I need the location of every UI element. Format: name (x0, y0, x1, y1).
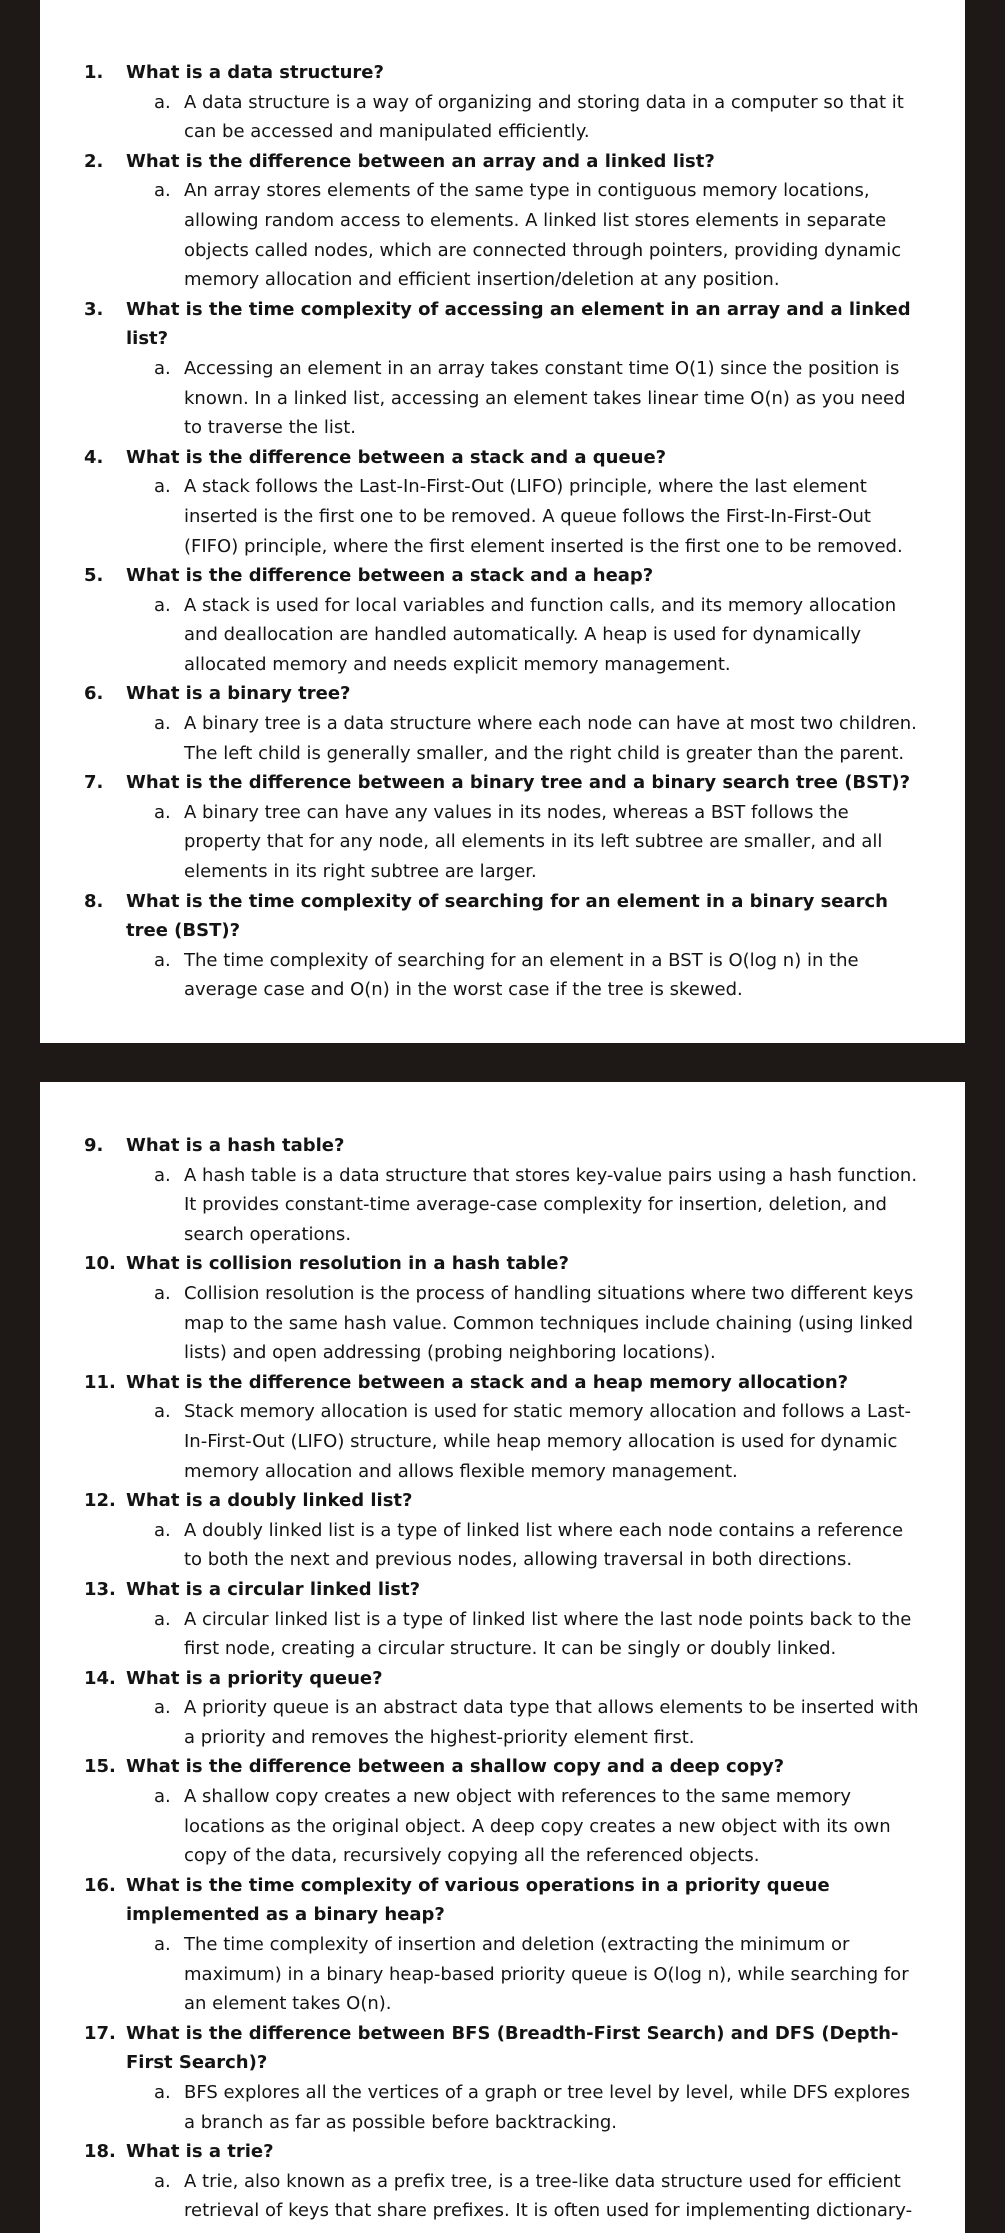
answer-text: A stack is used for local variables and function calls, and its memory allocation and deallocation are handled automatically. A heap is used for dynamically allocated memory and needs explicit memory management. (184, 594, 897, 675)
answer-marker: a. (154, 594, 171, 616)
question-text: What is a trie? (126, 2141, 274, 2163)
question-number: 9. (84, 1135, 104, 1156)
question-number: 12. (84, 1490, 116, 1512)
question-number: 3. (84, 298, 104, 320)
answer-text: A hash table is a data structure that stores key-value pairs using a hash function. It provides constant-time average-case complexity for insertion, deletion, and search operations. (184, 1164, 918, 1245)
answer-text: The time complexity of insertion and deletion (extracting the minimum or maximum) in a binary heap-based priority queue is O(log n), while searching for an element takes O(n). (184, 1934, 909, 2015)
question-text: What is a data structure? (126, 62, 384, 83)
answer-marker: a. (154, 949, 171, 971)
answer-marker: a. (154, 2170, 171, 2192)
answer-item (126, 591, 925, 680)
answer-text: A binary tree is a data structure where each node can have at most two children. The left child is generally smaller, and the right child is greater than the parent. (184, 713, 917, 764)
question-item (40, 147, 965, 295)
answer-text: BFS explores all the vertices of a graph or tree level by level, while DFS explores a branch as far as possible before backtracking. (184, 2082, 910, 2133)
question-number: 15. (84, 1756, 116, 1778)
answer-item (126, 1605, 925, 1664)
answer-marker: a. (154, 2082, 171, 2103)
question-item (40, 1131, 965, 1249)
answer-marker: a. (154, 1934, 171, 1956)
answer-text: The time complexity of searching for an element in a BST is O(log n) in the average case and O(n) in the worst case if the tree is skewed. (184, 949, 859, 1001)
answer-text: A doubly linked list is a type of linked list where each node contains a reference to both the next and previous nodes, allowing traversal in both directions. (184, 1519, 904, 1571)
answer-marker: a. (154, 476, 171, 498)
question-item (40, 1664, 965, 1753)
question-number: 6. (84, 683, 104, 705)
answer-marker: a. (154, 357, 171, 379)
answer-item (126, 798, 925, 887)
question-number: 13. (84, 1578, 116, 1600)
document-page-1 (40, 0, 965, 1043)
question-item (40, 1871, 965, 2019)
answer-text: Accessing an element in an array takes constant time O(1) since the position is known. In a linked list, accessing an element takes linear time O(n) as you need to traverse the list. (184, 357, 906, 439)
question-list (40, 58, 965, 1005)
question-text: What is the difference between a stack and a heap memory allocation? (126, 1371, 849, 1393)
question-text: What is the difference between a stack and a heap? (126, 565, 654, 587)
question-number: 1. (84, 62, 104, 83)
question-number: 8. (84, 890, 104, 912)
question-number: 4. (84, 446, 104, 468)
answer-marker: a. (154, 801, 171, 823)
question-number: 5. (84, 565, 104, 587)
answer-item (126, 1397, 925, 1486)
answer-marker: a. (154, 1282, 171, 1304)
answer-item (126, 2078, 925, 2137)
question-item (40, 768, 965, 886)
answer-text: Collision resolution is the process of handling situations where two different keys map to the same hash value. Common techniques include chaining (using linked lists) and open addressing (probing neighboring locations). (184, 1282, 914, 1364)
question-item (40, 1486, 965, 1575)
answer-marker: a. (154, 1519, 171, 1541)
question-text: What is a doubly linked list? (126, 1490, 413, 1512)
question-text: What is the difference between a shallow copy and a deep copy? (126, 1756, 785, 1778)
answer-item (126, 88, 925, 147)
question-text: What is the difference between BFS (Breadth-First Search) and DFS (Depth-First Search)? (126, 2022, 899, 2074)
question-text: What is the time complexity of searching for an element in a binary search tree (BST)? (126, 890, 888, 942)
answer-item (126, 2167, 925, 2226)
question-text: What is a hash table? (126, 1135, 345, 1156)
answer-marker: a. (154, 1786, 171, 1808)
answer-text: A stack follows the Last-In-First-Out (LIFO) principle, where the last element inserted is the first one to be removed. A queue follows the First-In-First-Out (FIFO) principle, where the first element inserted is the first one to be removed. (184, 476, 903, 557)
question-item (40, 1368, 965, 1486)
answer-item (126, 354, 925, 443)
question-text: What is collision resolution in a hash table? (126, 1253, 569, 1275)
question-item (40, 1575, 965, 1664)
question-number: 7. (84, 772, 104, 794)
answer-text: A circular linked list is a type of linked list where the last node points back to the first node, creating a circular structure. It can be singly or doubly linked. (184, 1608, 912, 1660)
answer-item (126, 472, 925, 561)
question-list (40, 1131, 965, 2226)
question-item (40, 2137, 965, 2226)
question-item (40, 1249, 965, 1367)
question-item (40, 2019, 965, 2137)
answer-text: An array stores elements of the same type in contiguous memory locations, allowing random access to elements. A linked list stores elements in separate objects called nodes, which are connected through pointers, providing dynamic memory allocation and efficient insertion/deletion at any position. (184, 180, 902, 291)
document-page-2 (40, 1082, 965, 2233)
question-item (40, 679, 965, 768)
question-text: What is the time complexity of accessing an element in an array and a linked list? (126, 298, 911, 350)
answer-item (126, 1782, 925, 1871)
answer-item (126, 1516, 925, 1575)
question-item (40, 561, 965, 679)
question-text: What is the difference between a binary tree and a binary search tree (BST)? (126, 772, 911, 794)
answer-marker: a. (154, 1401, 171, 1423)
question-text: What is a binary tree? (126, 683, 351, 705)
answer-marker: a. (154, 180, 171, 202)
answer-item (126, 1161, 925, 1250)
question-number: 11. (84, 1371, 116, 1393)
question-text: What is the time complexity of various operations in a priority queue implemented as a binary heap? (126, 1874, 830, 1926)
answer-text: A binary tree can have any values in its nodes, whereas a BST follows the property that for any node, all elements in its left subtree are smaller, and all elements in its right subtree are larger. (184, 801, 883, 883)
question-number: 14. (84, 1667, 116, 1689)
question-item (40, 58, 965, 147)
answer-text: A trie, also known as a prefix tree, is a tree-like data structure used for efficient retrieval of keys that share prefixes. It is often used for implementing dictionary- (184, 2170, 913, 2222)
question-number: 10. (84, 1253, 116, 1275)
question-number: 18. (84, 2141, 116, 2163)
question-item (40, 887, 965, 1005)
answer-marker: a. (154, 713, 171, 735)
answer-item (126, 176, 925, 294)
question-number: 17. (84, 2022, 116, 2044)
question-text: What is a priority queue? (126, 1667, 383, 1689)
answer-item (126, 1930, 925, 2019)
answer-text: A priority queue is an abstract data type that allows elements to be inserted with a priority and removes the highest-priority element first. (184, 1697, 919, 1748)
answer-marker: a. (154, 1697, 171, 1719)
answer-marker: a. (154, 1164, 171, 1186)
question-text: What is the difference between an array and a linked list? (126, 150, 715, 172)
question-number: 2. (84, 150, 104, 172)
question-item (40, 295, 965, 443)
answer-item (126, 946, 925, 1005)
question-text: What is a circular linked list? (126, 1578, 421, 1600)
answer-text: A data structure is a way of organizing and storing data in a computer so that it can be accessed and manipulated efficiently. (184, 91, 904, 143)
question-text: What is the difference between a stack and a queue? (126, 446, 667, 468)
answer-item (126, 709, 925, 768)
answer-marker: a. (154, 91, 171, 113)
answer-marker: a. (154, 1608, 171, 1630)
answer-text: A shallow copy creates a new object with references to the same memory locations as the original object. A deep copy creates a new object with its own copy of the data, recursively copying all the referenced objects. (184, 1786, 891, 1867)
question-number: 16. (84, 1874, 116, 1896)
question-item (40, 443, 965, 561)
question-item (40, 1752, 965, 1870)
answer-item (126, 1693, 925, 1752)
answer-text: Stack memory allocation is used for static memory allocation and follows a Last-In-First-Out (LIFO) structure, while heap memory allocation is used for dynamic memory allocation and allows flexible memory management. (184, 1401, 911, 1482)
answer-item (126, 1279, 925, 1368)
